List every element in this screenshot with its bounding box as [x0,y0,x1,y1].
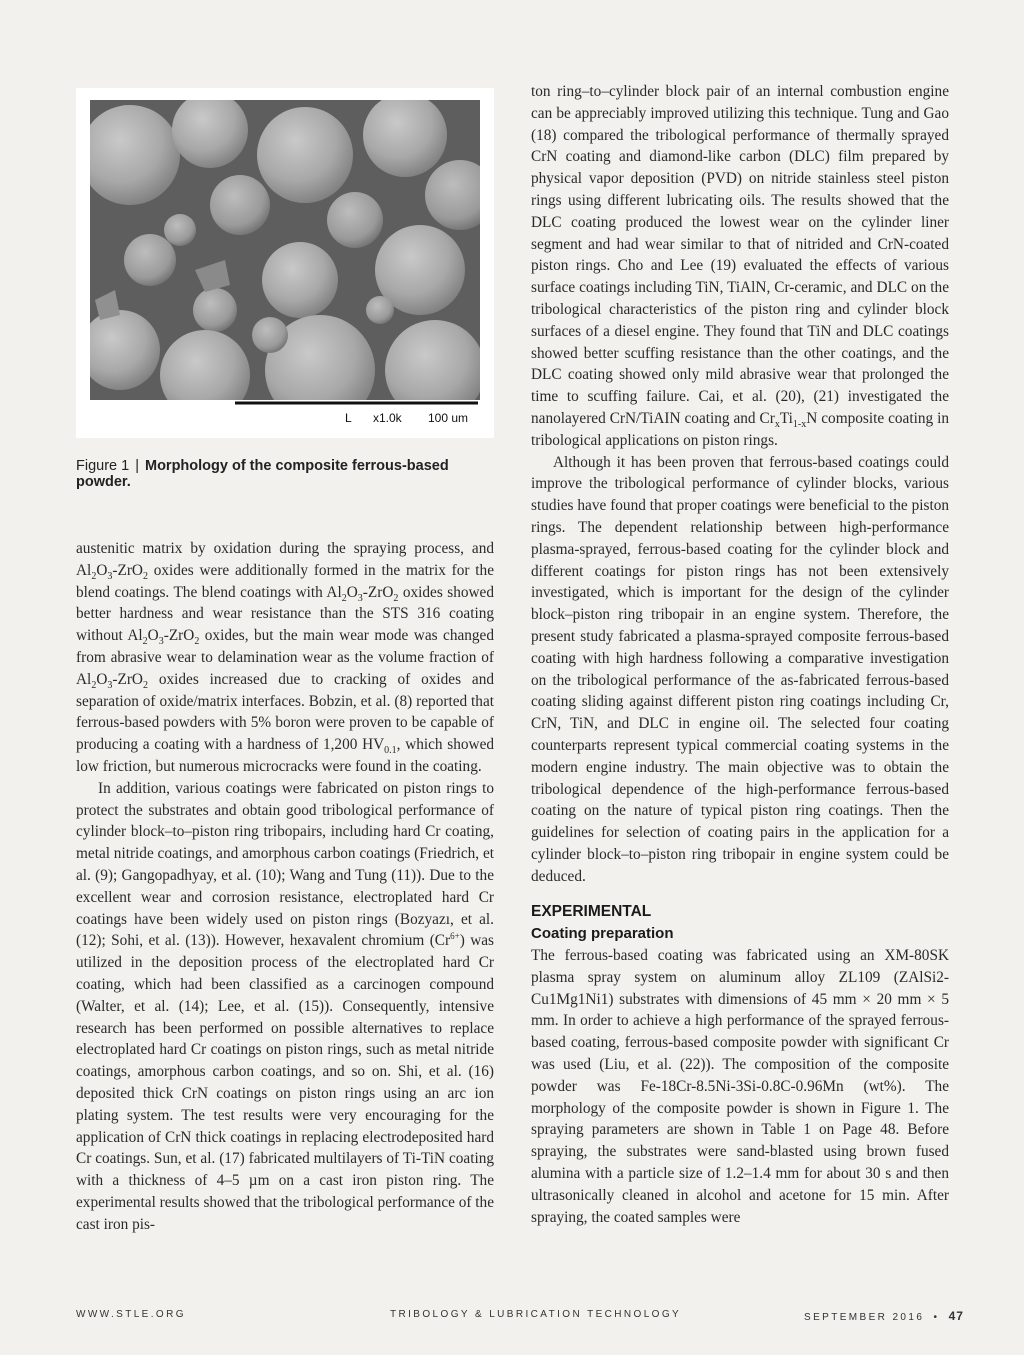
footer-date: SEPTEMBER 2016 [804,1312,925,1323]
paragraph: austenitic matrix by oxidation during the spraying process, and $Al_2O_3-ZrO_2$ oxides were additionally formed in the matrix for the blend coatings. The blend coatings with $Al_2O_3-ZrO_2$ oxides showed better hardness and wear resistance than the STS 316 coating without $Al_2O_3-ZrO_2$ oxides, but the main wear mode was changed from abrasive wear to delamination wear as the volume fraction of $Al_2O_3-ZrO_2$ oxides increased due to cracking of oxides and separation of oxide/matrix interfaces. Bobzin, et al. (8) reported that ferrous-based powders with 5% boron were proven to be capable of producing a coating with a hardness of 1,200 $HV_{0.1}$, which showed low friction, but numerous microcracks were found in the coating. [76,540,495,775]
footer-website: WWW.STLE.ORG [76,1309,186,1320]
figure-1 [76,88,494,438]
sem-micrograph [90,100,480,428]
sem-scale-length: 100 um [428,411,469,425]
paragraph: In addition, various coatings were fabricated on piston rings to protect the substrates and obtain good tribological performance of cylinder block–to–piston ring tribopairs, including hard Cr coating, metal nitride coatings, and amorphous carbon coatings (Friedrich, et al. (9); Gangopadhyay, et al. (10); Wang and Tung (11)). Due to the excellent wear and corrosion resistance, electroplated hard Cr coatings have been widely used on piston rings (Bozyazı, et al. (12); Sohi, et al. (13)). However, hexavalent chromium $(Cr^{6+})$ was utilized in the deposition process of the electroplated hard Cr coating, which had been classified as a carcinogen compound (Walter, et al. (14); Lee, et al. (15)). Consequently, intensive research has been performed on possible alternatives to replace electroplated hard Cr coatings on piston rings, such as metal nitride coatings, amorphous carbon coatings, and so on. Shi, et al. (16) deposited thick CrN coatings on piston rings using an arc ion plating system. The test results were very encouraging for the application of CrN thick coatings in replacing electrodeposited hard Cr coatings. Sun, et al. (17) fabricated multilayers of Ti-TiN coating with a thickness of 4–5 µm on a cast iron piston ring. The experimental results showed that the tribological performance of the cast iron pis- [76,779,494,1233]
paragraph: The ferrous-based coating was fabricated using an XM-80SK plasma spray system on aluminum alloy ZL109 (ZAlSi2-Cu1Mg1Ni1) substrates with dimensions of 45 mm × 20 mm × 5 mm. In order to achieve a high performance of the sprayed ferrous-based coating, ferrous-based composite powder with significant Cr was used (Liu, et al. (22)). The composition of the composite powder was Fe-18Cr-8.5Ni-3Si-0.8C-0.96Mn (wt%). The morphology of the composite powder is shown in Figure 1. The spraying parameters are shown in Table 1 on Page 48. Before spraying, the substrates were sand-blasted using brown fused alumina with a particle size of 1.2–1.4 mm for about 30 s and then ultrasonically cleaned in alcohol and acetone for 15 min. After spraying, the coated samples were [531,947,949,1226]
right-column-text [531,81,949,1228]
caption-label: Figure 1 [76,458,130,474]
sem-image [90,100,480,428]
page-number: 47 [948,1309,964,1323]
caption-text: Morphology of the composite ferrous-based powder. [76,458,449,490]
footer-journal: TRIBOLOGY & LUBRICATION TECHNOLOGY [390,1309,682,1320]
paragraph: ton ring–to–cylinder block pair of an internal combustion engine can be appreciably improved utilizing this technique. Tung and Gao (18) compared the tribological performance of thermally sprayed CrN coating and diamond-like carbon (DLC) film prepared by physical vapor deposition (PVD) on nitride stainless steel piston rings using different lubricating oils. The results showed that the DLC coating produced the lowest wear on the cylinder liner segment and had wear similar to that of nitrided and CrN-coated piston rings. Cho and Lee (19) evaluated the effects of various surface coatings including TiN, TiAlN, Cr-ceramic, and DLC on the tribological characteristics of the piston ring and cylinder block surfaces of a diesel engine. They found that TiN and DLC coatings showed better scuffing resistance than the other coatings, and the DLC coating showed only mild abrasive wear that prolonged the time to scuffing failure. Cai, et al. (20), (21) investigated the nanolayered CrN/TiAIN coating and $Cr_xTi_{1-x}N$ composite coating in tribological applications on piston rings. [531,83,949,449]
paragraph: Although it has been proven that ferrous-based coatings could improve the tribological performance of cylinder blocks, various studies have found that proper coatings were beneficial to the piston rings. The dependent relationship between high-performance plasma-sprayed, ferrous-based coating for the cylinder block and different coatings for piston rings has not been extensively investigated, which is important for the design of the cylinder block–piston ring tribopair in an engine system. Therefore, the present study fabricated a plasma-sprayed composite ferrous-based coating with high hardness following a comparative investigation on the tribological performance of the as-fabricated ferrous-based coating sliding against different piston ring coatings including Cr, CrN, TiN, and DLC in engine oil. The selected four coating counterparts represent typical commercial coating systems in the modern engine industry. The main objective was to obtain the tribological dependence of the high-performance ferrous-based coating on the nature of typical piston ring coatings. Then the guidelines for selection of coating pairs in the application for a cylinder block–to–piston ring tribopair in engine system could be deduced. [531,453,949,885]
footer-date-page [804,1309,964,1323]
left-column-text [76,538,494,1236]
footer-dot: • [933,1312,940,1323]
figure-caption [76,458,506,490]
section-heading: EXPERIMENTAL [531,903,652,921]
sem-mode-label: L [345,411,352,425]
caption-separator: | [135,458,139,474]
sem-magnification: x1.0k [373,411,402,425]
subsection-heading: Coating preparation [531,925,674,943]
